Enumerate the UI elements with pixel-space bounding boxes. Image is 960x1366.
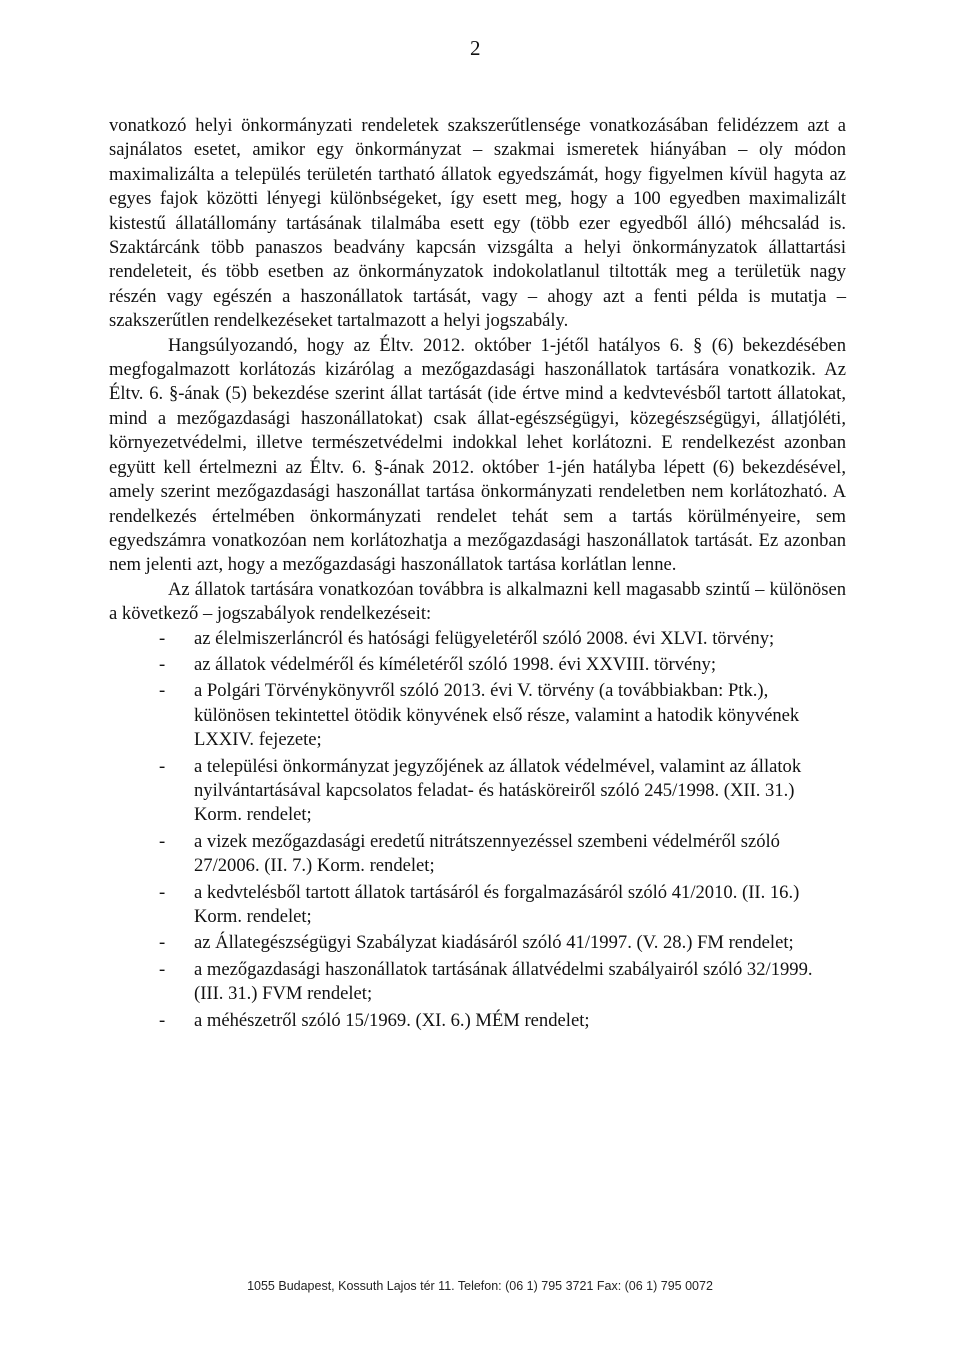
list-item-text: a települési önkormányzat jegyzőjének az állatok védelmével, valamint az állatok nyilvántartásával kapcsolatos feladat- és hatásköreiről szóló 245/1998. (XII. 31.) Korm. rendelet;	[194, 755, 802, 826]
legislation-list	[109, 627, 846, 1034]
list-item-text: a mezőgazdasági haszonállatok tartásának állatvédelmi szabályairól szóló 32/1999. (III. 31.) FVM rendelet;	[194, 958, 813, 1005]
list-item-text: a vizek mezőgazdasági eredetű nitrátszennyezéssel szembeni védelméről szóló 27/2006. (II. 7.) Korm. rendelet;	[194, 830, 780, 877]
list-bullet: -	[159, 627, 166, 649]
list-item	[109, 830, 846, 879]
list-item-text: a Polgári Törvénykönyvről szóló 2013. évi V. törvény (a továbbiakban: Ptk.), különösen tekintettel ötödik könyvének első része, valamint a hatodik könyvének LXXIV. fejezete;	[194, 680, 800, 751]
list-item-text: a méhészetről szóló 15/1969. (XI. 6.) MÉM rendelet;	[194, 1009, 590, 1031]
list-bullet: -	[159, 653, 166, 675]
list-item	[109, 755, 846, 828]
document-body	[109, 114, 846, 1035]
list-item	[109, 881, 846, 930]
list-bullet: -	[159, 680, 166, 702]
list-bullet: -	[159, 755, 166, 777]
body-paragraph-2: Hangsúlyozandó, hogy az Éltv. 2012. október 1-jétől hatályos 6. § (6) bekezdésében megfogalmazott korlátozás kizárólag a mezőgazdasági haszonállatok tartására vonatkozik. Az Éltv. 6. §-ának (5) bekezdése szerint állat tartását (ide értve mind a kedvtevésből tartott állatokat, mind a mezőgazdasági haszonállatokat) csak állat-egészségügyi, közegészségügyi, állatjóléti, környezetvédelmi, illetve természetvédelmi indokkal lehet korlátozni. E rendelkezést azonban együtt kell értelmezni az Éltv. 6. §-ának 2012. október 1-jén hatályba lépett (6) bekezdésével, amely szerint mezőgazdasági haszonállat tartása önkormányzati rendeletben nem korlátozható. A rendelkezés értelmében önkormányzati rendelet tehát sem a tartás körülményeire, sem egyedszámra vonatkozóan nem korlátozhatja a mezőgazdasági haszonállatok tartását. Ez azonban nem jelenti azt, hogy a mezőgazdasági haszonállatok tartása korlátlan lenne.	[109, 334, 846, 576]
list-bullet: -	[159, 1009, 166, 1031]
list-item	[109, 627, 846, 651]
list-bullet: -	[159, 932, 166, 954]
body-paragraph-1: vonatkozó helyi önkormányzati rendeletek szakszerűtlensége vonatkozásában felidézzem azt a sajnálatos esetet, amikor egy önkormányzat – szakmai ismeretek hiányában – oly módon maximalizálta a település területén tartható állatok egyedszámát, hogy figyelmen kívül hagyta az egyes fajok közötti lényegi különbségeket, így esett meg, hogy a 100 egyedben maximalizált kistestű állatállomány tartásának tilalmába esett egy (több ezer egyedből álló) méhcsalád is. Szaktárcánk több panaszos beadvány kapcsán vizsgálta a helyi önkormányzatok állattartási rendeleteit, és több esetben az önkormányzatok indokolatlanul tiltották meg a területük nagy részén vagy egészén a haszonállatok tartását, vagy – ahogy azt a fenti példa is mutatja – szakszerűtlen rendelkezéseket tartalmazott a helyi jogszabály.	[109, 115, 846, 332]
list-item	[109, 679, 846, 752]
list-item-text: a kedvtelésből tartott állatok tartásáról és forgalmazásáról szóló 41/2010. (II. 16.) Korm. rendelet;	[194, 881, 800, 927]
list-bullet: -	[159, 830, 166, 852]
list-item-text: az állatok védelméről és kíméletéről szóló 1998. évi XXVIII. törvény;	[194, 653, 717, 675]
footer-address: 1055 Budapest, Kossuth Lajos tér 11. Telefon: (06 1) 795 3721 Fax: (06 1) 795 0072	[247, 1279, 713, 1293]
list-bullet: -	[159, 881, 166, 903]
list-item	[109, 1009, 846, 1033]
list-item	[109, 931, 846, 955]
list-item	[109, 958, 846, 1007]
list-bullet: -	[159, 958, 166, 980]
list-item-text: az Állategészségügyi Szabályzat kiadásáról szóló 41/1997. (V. 28.) FM rendelet;	[194, 932, 794, 954]
list-item	[109, 653, 846, 677]
body-paragraph-3: Az állatok tartására vonatkozóan továbbra is alkalmazni kell magasabb szintű – különösen a következő – jogszabályok rendelkezéseit:	[109, 578, 846, 625]
page-number: 2	[470, 36, 481, 60]
list-item-text: az élelmiszerláncról és hatósági felügyeletéről szóló 2008. évi XLVI. törvény;	[194, 627, 775, 649]
